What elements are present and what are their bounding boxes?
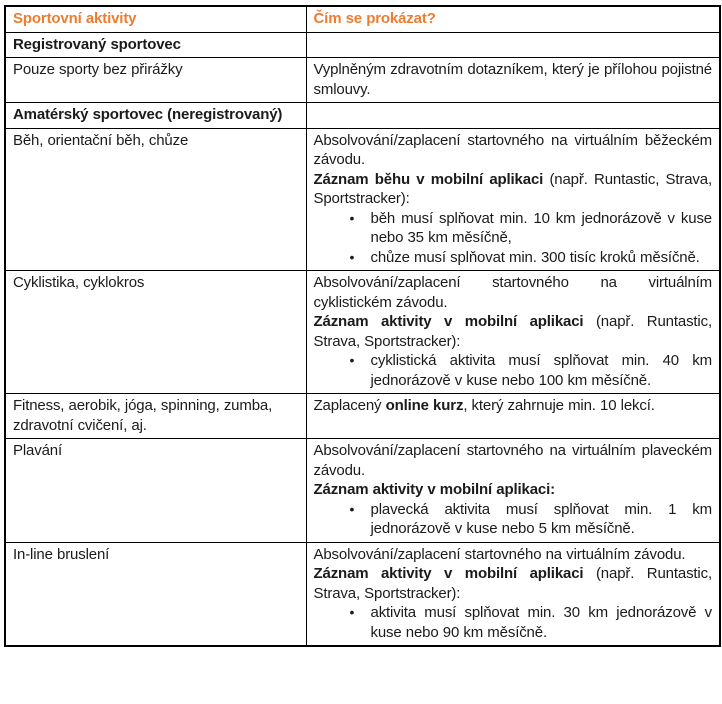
proof-cell	[306, 394, 720, 439]
text: Vyplněným zdravotním dotazníkem, který je přílohou pojistné smlouvy.	[313, 61, 712, 98]
paragraph	[314, 564, 713, 603]
bullet-icon: •	[349, 209, 355, 226]
proof-cell	[306, 439, 720, 543]
bullet-icon: •	[349, 352, 355, 368]
header-cim-se-prokazat: Čím se prokázat?	[306, 6, 720, 32]
header-sportovni-aktivity: Sportovní aktivity	[5, 6, 306, 32]
paragraph	[314, 545, 713, 565]
activity-cell: Registrovaný sportovec	[5, 32, 306, 58]
bold-text: Záznam aktivity v mobilní aplikaci:	[313, 481, 555, 498]
bold-text: Záznam aktivity v mobilní aplikaci	[313, 565, 584, 582]
paragraph	[314, 312, 713, 351]
text: , který zahrnuje min. 10 lekcí.	[463, 397, 655, 414]
paragraph	[314, 441, 713, 480]
proof-cell	[306, 542, 720, 646]
text: Zaplacený	[313, 397, 386, 414]
table-row	[5, 542, 720, 646]
text: (např. Runtastic, Strava, Sportstracker):	[313, 170, 712, 207]
text: Absolvování/zaplacení startovného na virtuálním cyklistickém závodu.	[313, 274, 712, 311]
table-header-row	[5, 6, 720, 32]
activity-cell: Běh, orientační běh, chůze	[5, 128, 306, 271]
bullet-item	[314, 248, 713, 268]
proof-cell	[306, 271, 720, 394]
paragraph	[314, 170, 713, 209]
bold-text: Záznam aktivity v mobilní aplikaci	[313, 313, 584, 330]
activity-cell: Plavání	[5, 439, 306, 543]
bullet-item	[314, 351, 713, 390]
paragraph	[314, 60, 713, 99]
table-row	[5, 58, 720, 103]
sports-activities-table	[4, 5, 721, 647]
activity-cell: Fitness, aerobik, jóga, spinning, zumba, zdravotní cvičení, aj.	[5, 394, 306, 439]
text: Absolvování/zaplacení startovného na virtuálním běžeckém závodu.	[313, 131, 712, 168]
bold-text: online kurz	[385, 397, 464, 414]
bullet-item	[314, 500, 713, 539]
section-row	[5, 103, 720, 129]
proof-cell	[306, 128, 720, 271]
text: plavecká aktivita musí splňovat min. 1 km jednorázově v kuse nebo 5 km měsíčně.	[370, 500, 712, 537]
activity-cell: Amatérský sportovec (neregistrovaný)	[5, 103, 306, 129]
bullet-item	[314, 209, 713, 248]
text: běh musí splňovat min. 10 km jednorázově v kuse nebo 35 km měsíčně,	[370, 209, 712, 246]
table-row	[5, 439, 720, 543]
proof-cell	[306, 103, 720, 129]
table-row	[5, 271, 720, 394]
activity-cell: In-line bruslení	[5, 542, 306, 646]
text: (např. Runtastic, Strava, Sportstracker):	[313, 565, 712, 602]
text: cyklistická aktivita musí splňovat min. 40 km jednorázově v kuse nebo 100 km měsíčně.	[370, 352, 712, 389]
bullet-icon: •	[349, 500, 355, 517]
paragraph	[314, 480, 713, 500]
text: (např. Runtastic, Strava, Sportstracker):	[313, 313, 712, 350]
proof-cell	[306, 58, 720, 103]
text: Absolvování/zaplacení startovného na virtuálním plaveckém závodu.	[313, 442, 712, 479]
paragraph	[314, 131, 713, 170]
text: Absolvování/zaplacení startovného na virtuálním závodu.	[313, 545, 686, 563]
bold-text: Záznam běhu v mobilní aplikaci	[313, 170, 544, 188]
bullet-icon: •	[349, 248, 355, 265]
section-row	[5, 32, 720, 58]
bullet-item	[314, 603, 713, 642]
paragraph	[314, 273, 713, 312]
text: aktivita musí splňovat min. 30 km jednorázově v kuse nebo 90 km měsíčně.	[370, 604, 712, 641]
text: chůze musí splňovat min. 300 tisíc kroků měsíčně.	[370, 248, 700, 266]
paragraph	[314, 396, 713, 416]
proof-cell	[306, 32, 720, 58]
table-row	[5, 394, 720, 439]
table-body	[5, 32, 720, 646]
activity-cell: Pouze sporty bez přirážky	[5, 58, 306, 103]
activity-cell: Cyklistika, cyklokros	[5, 271, 306, 394]
bullet-icon: •	[349, 604, 355, 620]
table-row	[5, 128, 720, 271]
